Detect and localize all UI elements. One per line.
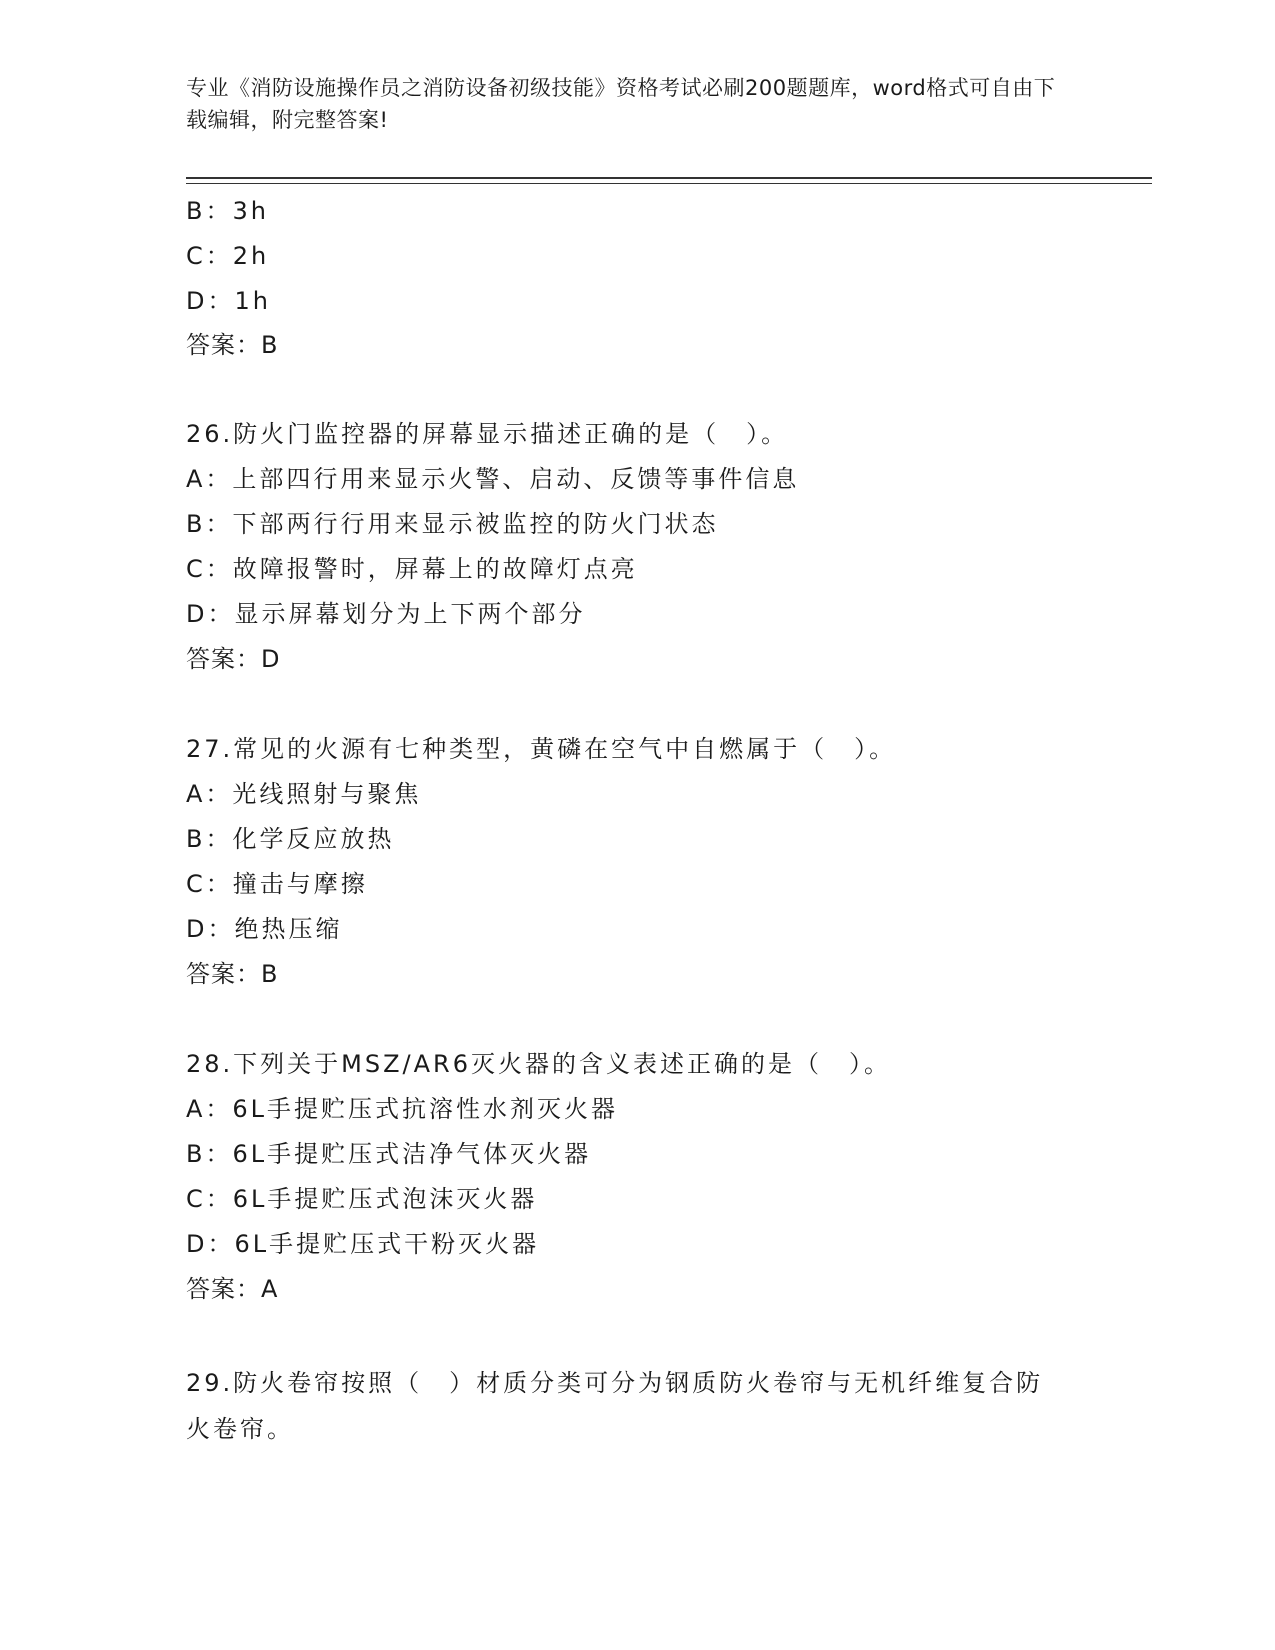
q27-option-b: B：化学反应放热 (186, 825, 395, 853)
q26-stem: 26.防火门监控器的屏幕显示描述正确的是（ ）。 (186, 420, 789, 448)
q28-answer: 答案：A (186, 1275, 279, 1303)
q26-option-a: A：上部四行用来显示火警、启动、反馈等事件信息 (186, 465, 800, 493)
q27-option-c: C：撞击与摩擦 (186, 870, 368, 898)
q27-option-d: D：绝热压缩 (186, 915, 343, 943)
q27-stem: 27.常见的火源有七种类型，黄磷在空气中自燃属于（ ）。 (186, 735, 897, 763)
q26-option-d: D：显示屏幕划分为上下两个部分 (186, 600, 586, 628)
q25-option-b: B：3h (186, 197, 269, 225)
q25-option-d: D：1h (186, 287, 271, 315)
q27-option-a: A：光线照射与聚焦 (186, 780, 422, 808)
q26-option-b: B：下部两行行用来显示被监控的防火门状态 (186, 510, 719, 538)
q28-option-a: A：6L手提贮压式抗溶性水剂灭火器 (186, 1095, 619, 1123)
q27-answer: 答案：B (186, 960, 279, 988)
q28-stem: 28.下列关于MSZ/AR6灭火器的含义表述正确的是（ ）。 (186, 1050, 891, 1078)
q29-stem: 29.防火卷帘按照（ ）材质分类可分为钢质防火卷帘与无机纤维复合防火卷帘。 (186, 1369, 1044, 1443)
q28-option-b: B：6L手提贮压式洁净气体灭火器 (186, 1140, 592, 1168)
q26-option-c: C：故障报警时，屏幕上的故障灯点亮 (186, 555, 638, 583)
q25-option-c: C：2h (186, 242, 270, 270)
q26-answer: 答案：D (186, 645, 281, 673)
q25-answer: 答案：B (186, 331, 279, 359)
q28-option-d: D：6L手提贮压式干粉灭火器 (186, 1230, 540, 1258)
q28-option-c: C：6L手提贮压式泡沫灭火器 (186, 1185, 538, 1213)
header-divider-thin (186, 183, 1152, 184)
header-divider-thick (186, 177, 1152, 179)
document-header: 专业《消防设施操作员之消防设备初级技能》资格考试必刷200题题库，word格式可自由下载编辑，附完整答案! (186, 76, 1056, 132)
